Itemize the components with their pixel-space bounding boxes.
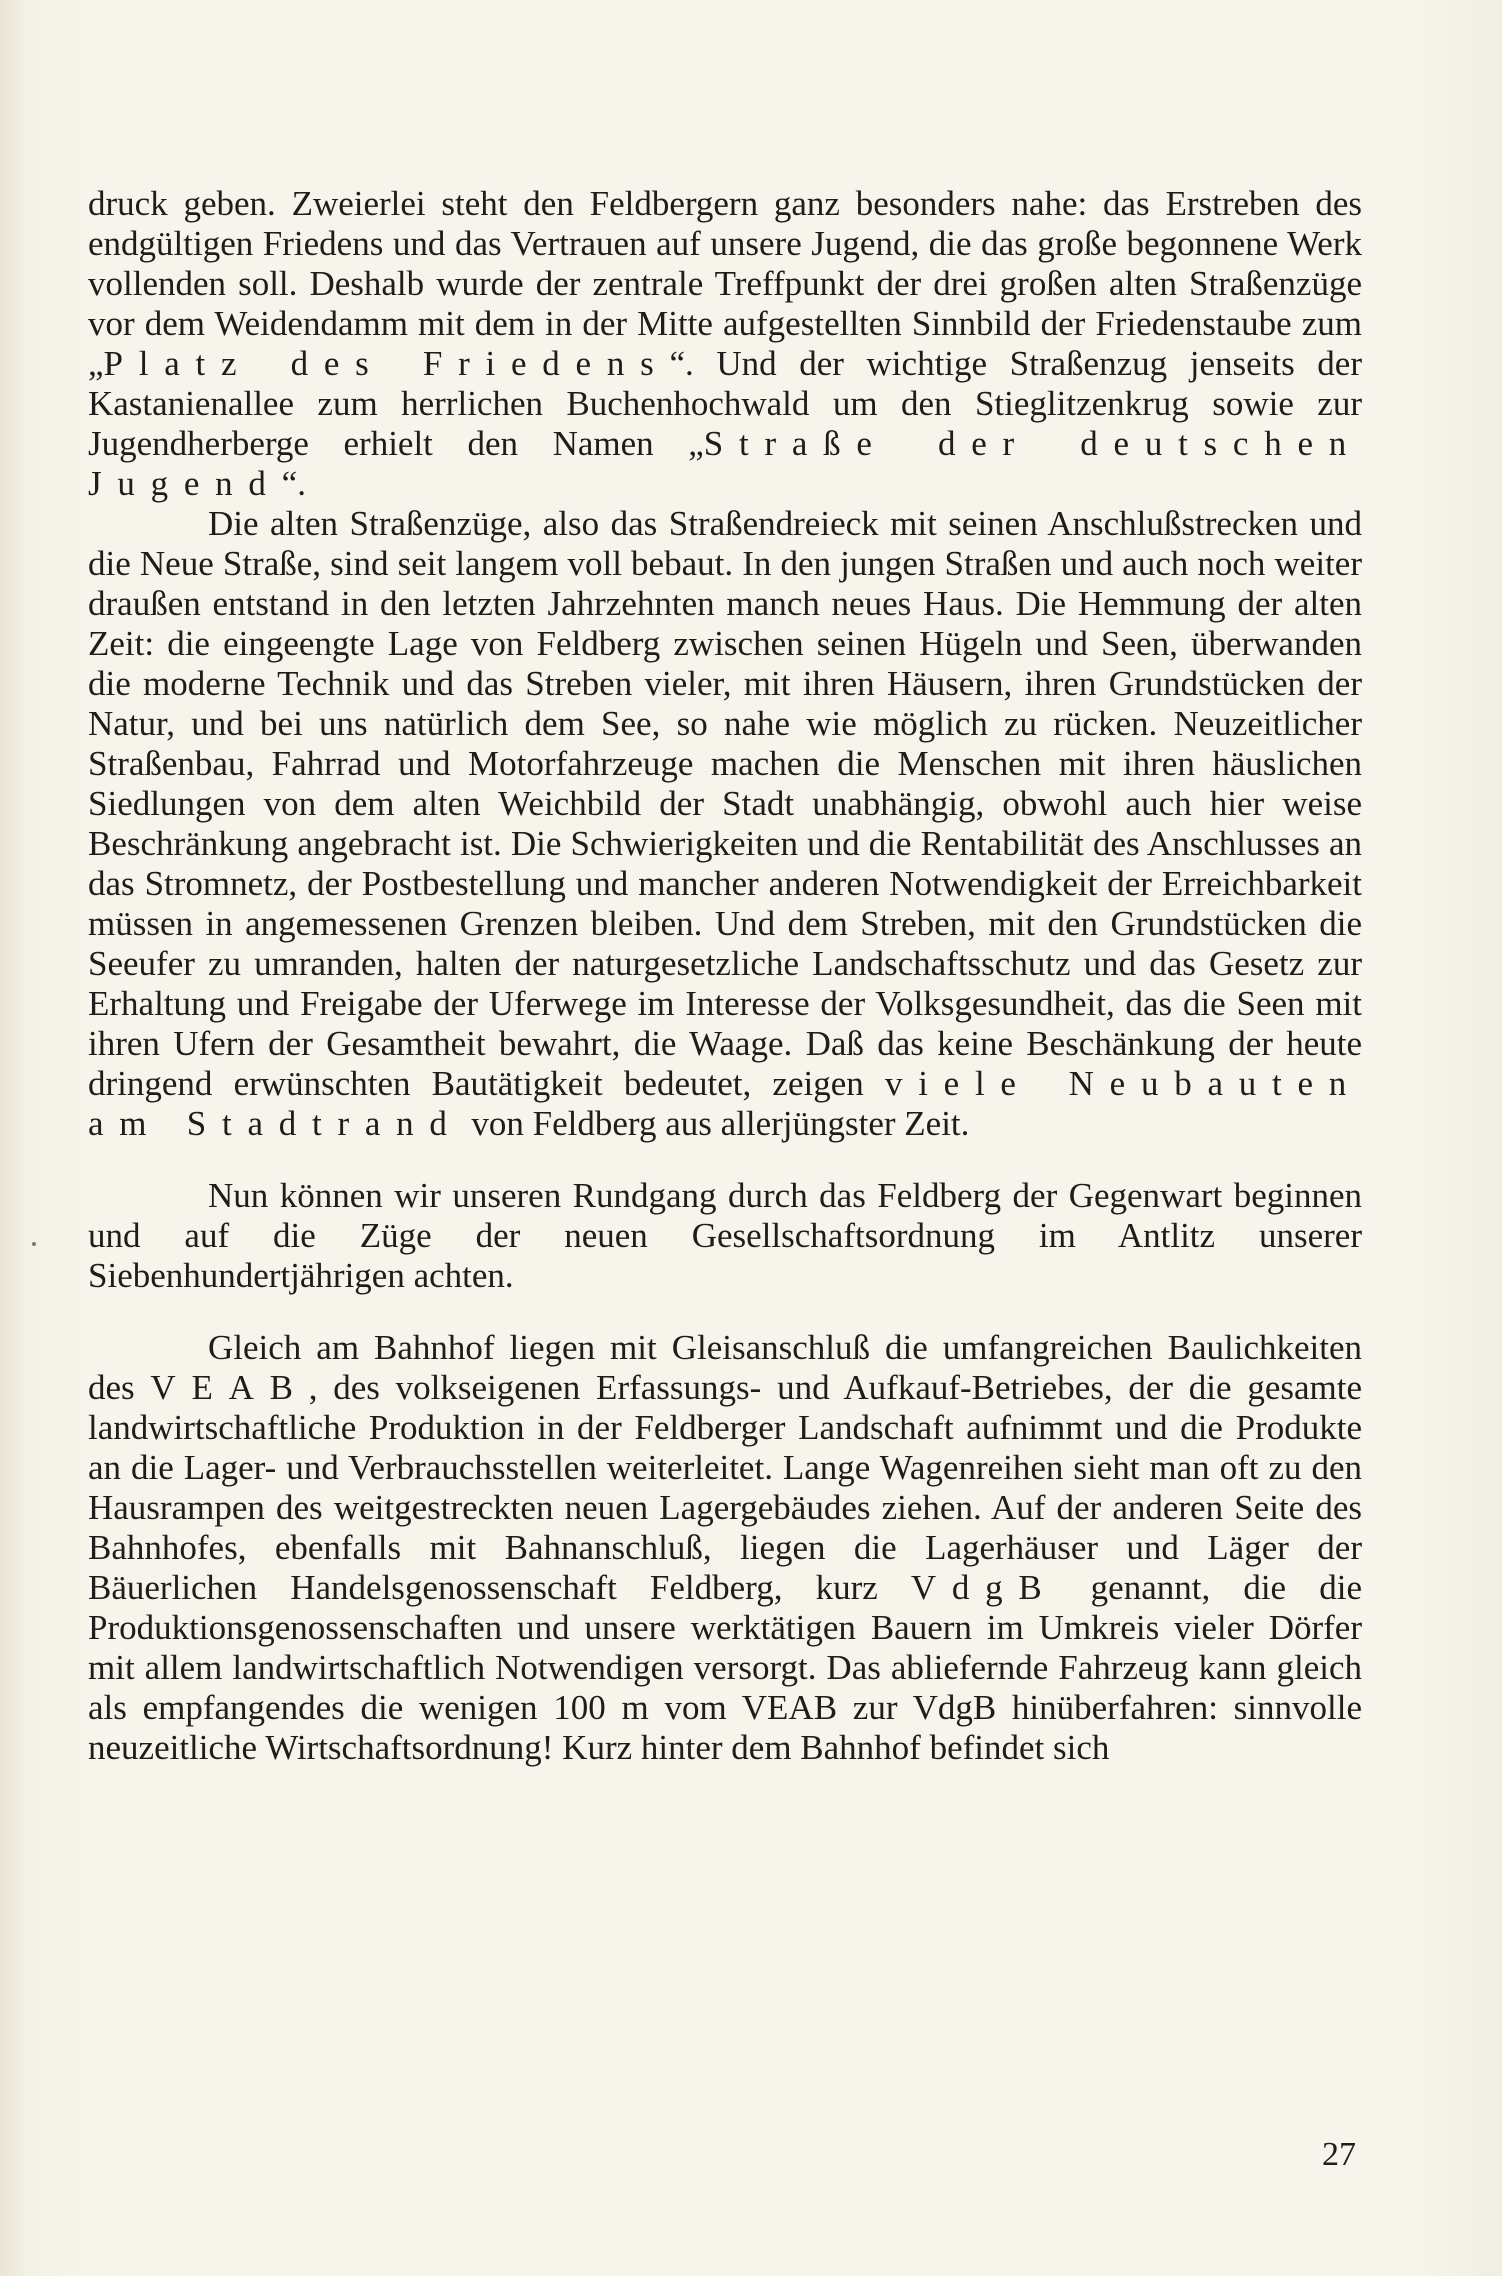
text-segment: genannt, die die Produktionsgenossenschaften und unsere werktätigen Bauern im Umkreis vieler Dörfer mit allem landwirtschaftlich Notwendigen versorgt. Das abliefernde Fahrzeug kann gleich als empfangendes die wenigen 100 m vom VEAB zur VdgB hinüberfahren: sinnvolle neuzeitliche Wirtschaftsordnung! Kurz hinter dem Bahnhof befindet sich — [88, 1568, 1362, 1767]
text-segment: Gleich am Bahnhof liegen mit Gleisanschluß die umfangreichen Baulichkeiten des — [88, 1328, 1362, 1407]
paragraph-1 — [88, 184, 1362, 504]
text-segment: , des volkseigenen Erfassungs- und Aufkauf-Betriebes, der die gesamte landwirtschaftliche Produktion in der Feldberger Landschaft aufnimmt und die Produkte an die Lager- und Verbrauchsstellen weiterleitet. Lange Wagenreihen sieht man oft zu den Hausrampen des weitgestreckten neuen Lagergebäudes ziehen. Auf der anderen Seite des Bahnhofes, ebenfalls mit Bahnanschluß, liegen die Lagerhäuser und Läger der Bäuerlichen Handelsgenossenschaft Feldberg, kurz — [88, 1368, 1362, 1607]
paper-speck — [32, 1242, 36, 1246]
body-text — [88, 184, 1362, 1768]
text-segment: “. — [281, 464, 306, 503]
spaced-emphasis: VdgB — [910, 1568, 1058, 1607]
page-number: 27 — [1322, 2136, 1356, 2173]
paragraph-2 — [88, 504, 1362, 1144]
spaced-emphasis: Platz des Friedens — [103, 344, 670, 383]
spaced-emphasis: viele Neubauten am Stadtrand — [88, 1064, 1362, 1143]
paragraph-3 — [88, 1176, 1362, 1296]
spaced-emphasis: VEAB — [150, 1368, 309, 1407]
text-segment: Die alten Straßenzüge, also das Straßendreieck mit seinen Anschlußstrecken und die Neue Straße, sind seit langem voll bebaut. In den jungen Straßen und auch noch weiter draußen entstand in den letzten Jahrzehnten manch neues Haus. Die Hemmung der alten Zeit: die eingeengte Lage von Feldberg zwischen seinen Hügeln und Seen, überwanden die moderne Technik und das Streben vieler, mit ihren Häusern, ihren Grundstücken der Natur, und bei uns natürlich dem See, so nahe wie möglich zu rücken. Neuzeitlicher Straßenbau, Fahrrad und Motorfahrzeuge machen die Menschen mit ihren häuslichen Siedlungen von dem alten Weichbild der Stadt unabhängig, obwohl auch hier weise Beschränkung angebracht ist. Die Schwierigkeiten und die Rentabilität des Anschlusses an das Stromnetz, der Postbestellung und mancher anderen Notwendigkeit der Erreichbarkeit müssen in angemessenen Grenzen bleiben. Und dem Streben, mit den Grundstücken die Seeufer zu umranden, halten der naturgesetzliche Landschaftsschutz und das Gesetz zur Erhaltung und Freigabe der Uferwege im Interesse der Volksgesundheit, das die Seen mit ihren Ufern der Gesamtheit bewahrt, die Waage. Daß das keine Beschänkung der heute dringend erwünschten Bautätigkeit bedeutet, zeigen — [88, 504, 1362, 1103]
text-segment: von Feldberg aus allerjüngster Zeit. — [462, 1104, 970, 1143]
paragraph-4 — [88, 1328, 1362, 1768]
text-segment: druck geben. Zweierlei steht den Feldbergern ganz besonders nahe: das Erstreben des endgültigen Friedens und das Vertrauen auf unsere Jugend, die das große begonnene Werk vollenden soll. Deshalb wurde der zentrale Treffpunkt der drei großen alten Straßenzüge vor dem Weidendamm mit dem in der Mitte aufgestellten Sinnbild der Friedenstaube zum „ — [88, 184, 1362, 383]
spaced-emphasis: Straße der deutschen Jugend — [88, 424, 1362, 503]
text-segment: Nun können wir unseren Rundgang durch das Feldberg der Gegenwart beginnen und auf die Züge der neuen Gesellschaftsordnung im Antlitz unserer Siebenhundertjährigen achten. — [88, 1176, 1362, 1295]
text-segment: “. Und der wichtige Straßenzug jenseits der Kastanienallee zum herrlichen Buchenhochwald um den Stieglitzenkrug sowie zur Jugendherberge erhielt den Namen „ — [88, 344, 1362, 463]
